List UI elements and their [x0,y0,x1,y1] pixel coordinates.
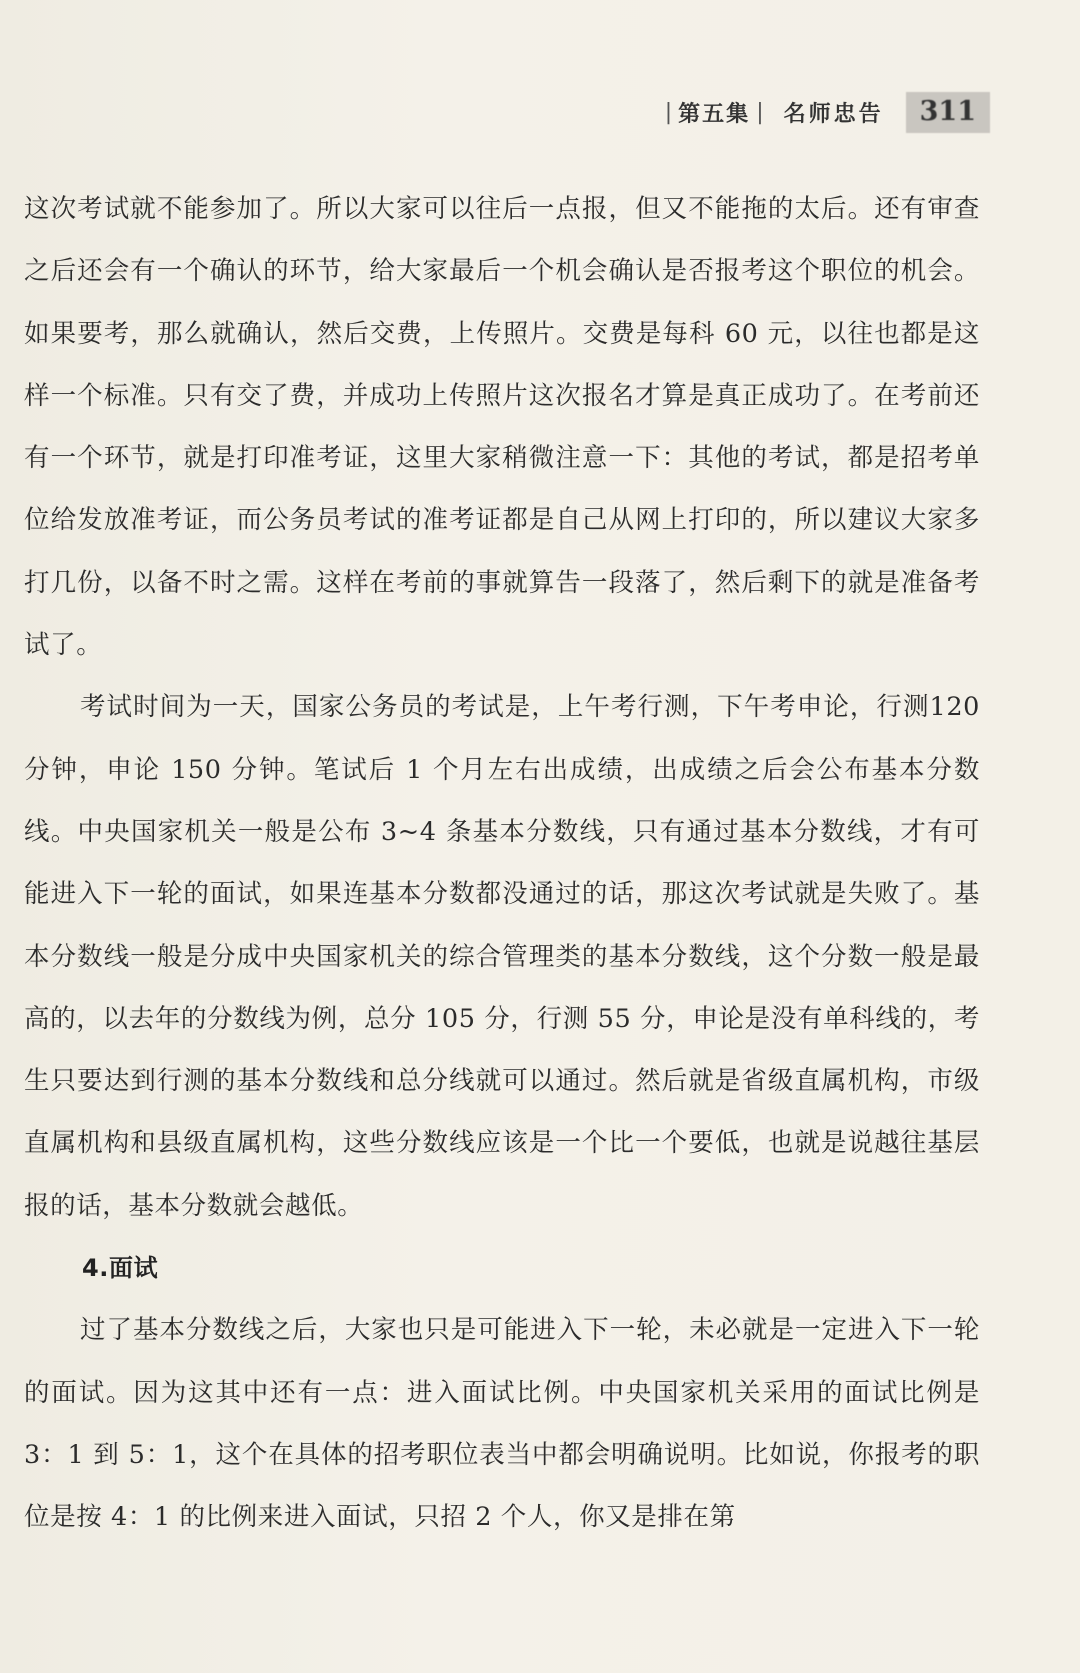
running-head [659,92,990,133]
paragraph: 过了基本分数线之后，大家也只是可能进入下一轮，未必就是一定进入下一轮的面试。因为这其中还有一点：进入面试比例。中央国家机关采用的面试比例是 3：1 到 5：1，这个在具体的招考职位表当中都会明确说明。比如说，你报考的职位是按 4：1 的比例来进入面试，只招 2 个人，你又是排在第 [24,1315,980,1533]
paragraph: 考试时间为一天，国家公务员的考试是，上午考行测，下午考申论，行测120 分钟，申论 150 分钟。笔试后 1 个月左右出成绩，出成绩之后会公布基本分数线。中央国家机关一般是公布 3~4 条基本分数线，只有通过基本分数线，才有可能进入下一轮的面试，如果连基本分数都没通过的话，那这次考试就是失败了。基本分数线一般是分成中央国家机关的综合管理类的基本分数线，这个分数一般是最高的，以去年的分数线为例，总分 105 分，行测 55 分，申论是没有单科线的，考生只要达到行测的基本分数线和总分线就可以通过。然后就是省级直属机构，市级直属机构和县级直属机构，这些分数线应该是一个比一个要低，也就是说越往基层报的话，基本分数就会越低。 [24,692,980,1221]
chapter-title: 名师忠告 [783,102,884,127]
body-text [24,178,980,1549]
page-number: 311 [906,92,990,133]
divider: | [664,100,673,125]
section-heading: 4.面试 [82,1254,159,1283]
divider: | [756,100,764,125]
series-title: 第五集 [678,102,751,127]
paragraph: 这次考试就不能参加了。所以大家可以往后一点报，但又不能拖的太后。还有审查之后还会有一个确认的环节，给大家最后一个机会确认是否报考这个职位的机会。如果要考，那么就确认，然后交费，上传照片。交费是每科 60 元，以往也都是这样一个标准。只有交了费，并成功上传照片这次报名才算是真正成功了。在考前还有一个环节，就是打印准考证，这里大家稍微注意一下：其他的考试，都是招考单位给发放准考证，而公务员考试的准考证都是自己从网上打印的，所以建议大家多打几份，以备不时之需。这样在考前的事就算告一段落了，然后剩下的就是准备考试了。 [24,194,980,661]
